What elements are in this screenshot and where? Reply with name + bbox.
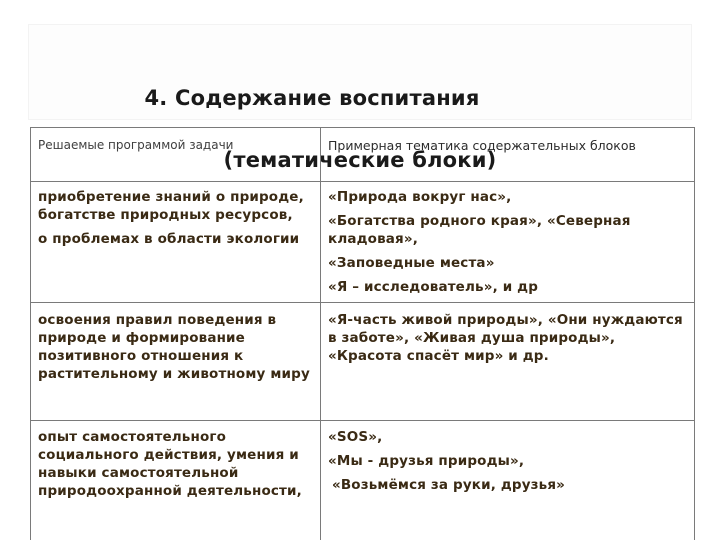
topic-text: «Я – исследователь», и др [328, 279, 539, 295]
column-header-topics: Примерная тематика содержательных блоков [321, 128, 695, 182]
slide-title-line-1: 4. Содержание воспитания [144, 86, 480, 110]
task-cell [31, 421, 321, 540]
topic-text: «Я-часть живой природы», «Они нуждаются в заботе», «Живая душа природы», «Красота спасёт мир» и др. [328, 312, 683, 364]
topic-text: «Мы - друзья природы», [328, 453, 525, 469]
topics-cell [321, 182, 695, 303]
column-header-tasks: Решаемые программой задачи [31, 128, 321, 182]
topic-text: «Заповедные места» [328, 255, 495, 271]
topics-cell [321, 421, 695, 540]
task-text: освоения правил поведения в природе и формирование позитивного отношения к растительному и животному миру [38, 312, 310, 382]
content-table [30, 127, 695, 540]
table-row [31, 421, 695, 540]
slide-title-line-2: (тематические блоки) [223, 148, 497, 172]
table-header-row [31, 128, 695, 182]
topic-text: «Возьмёмся за руки, друзья» [332, 477, 566, 493]
task-text: опыт самостоятельного социального действия, умения и навыки самостоятельной природоохранной деятельности, [38, 429, 302, 499]
topic-text: «Природа вокруг нас», [328, 189, 512, 205]
topic-text: «SOS», [328, 429, 383, 445]
table-row [31, 182, 695, 303]
table-row [31, 303, 695, 421]
task-cell [31, 182, 321, 303]
task-cell [31, 303, 321, 421]
topics-cell [321, 303, 695, 421]
task-text: приобретение знаний о природе, богатстве природных ресурсов, [38, 189, 304, 223]
topic-text: «Богатства родного края», «Северная кладовая», [328, 213, 631, 247]
task-text: о проблемах в области экологии [38, 231, 300, 247]
